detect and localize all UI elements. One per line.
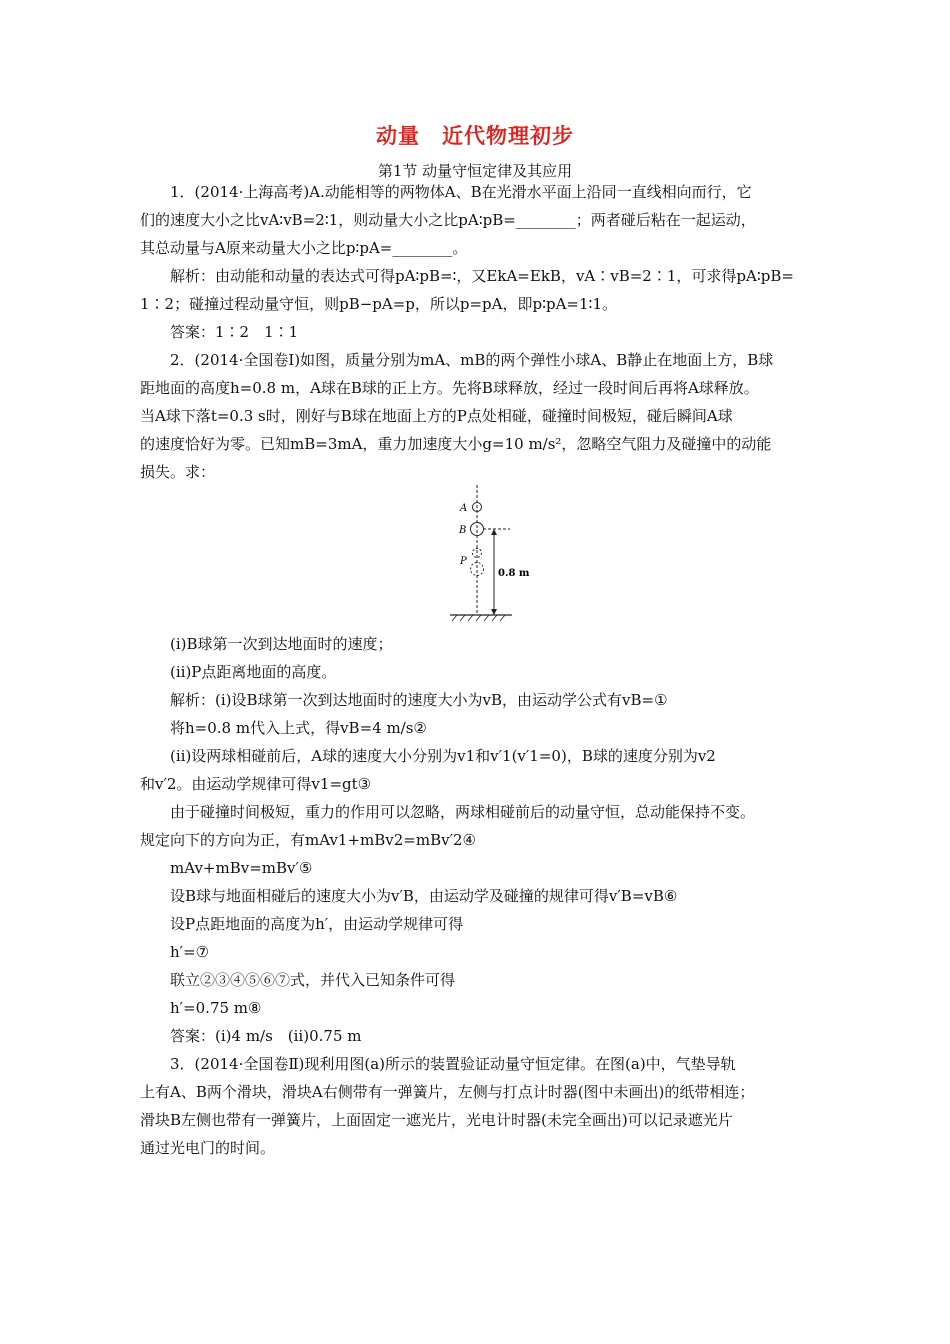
q3-line-1: 3．(2014·全国卷Ⅱ)现利用图(a)所示的装置验证动量守恒定律。在图(a)中，气垫导轨 — [170, 1055, 736, 1073]
q2-analysis-3: (ⅱ)设两球相碰前后，A球的速度大小分别为v1和v′1(v′1=0)，B球的速度分别为v2 — [170, 747, 716, 765]
q2-analysis-9: 设P点距地面的高度为h′，由运动学规律可得 — [170, 915, 464, 933]
q2-subq-2: (ⅱ)P点距离地面的高度。 — [170, 663, 337, 681]
q2-line-1: 2．(2014·全国卷Ⅰ)如图，质量分别为mA、mB的两个弹性小球A、B静止在地面上方，B球 — [170, 351, 774, 369]
q2-line-5: 损失。求： — [140, 463, 216, 481]
q2-line-3: 当A球下落t=0.3 s时，刚好与B球在地面上方的P点处相碰，碰撞时间极短，碰后瞬间A球 — [140, 407, 733, 425]
q3-line-3: 滑块B左侧也带有一弹簧片，上面固定一遮光片，光电计时器(未完全画出)可以记录遮光片 — [140, 1111, 733, 1129]
q2-analysis-2: 将h=0.8 m代入上式，得vB=4 m/s② — [170, 719, 427, 737]
q2-analysis-7: mAv+mBv=mBv′⑤ — [170, 859, 313, 877]
label-b: B — [459, 525, 467, 536]
q1-line-1: 1．(2014·上海高考)A.动能相等的两物体A、B在光滑水平面上沿同一直线相向而行，它 — [170, 183, 752, 201]
q2-analysis-4: 和v′2。由运动学规律可得v1=gt③ — [140, 775, 372, 793]
q1-answer: 答案：1∶2 1∶1 — [170, 323, 299, 341]
q2-answer: 答案：(ⅰ)4 m/s (ⅱ)0.75 m — [170, 1027, 362, 1045]
q2-analysis-10: h′=⑦ — [170, 943, 210, 961]
q1-line-2: 们的速度大小之比vA∶vB=2∶1，则动量大小之比pA∶pB=________；两者碰后粘在一起运动， — [140, 211, 756, 229]
q3-line-4: 通过光电门的时间。 — [140, 1139, 276, 1157]
q2-analysis-1: 解析：(ⅰ)设B球第一次到达地面时的速度大小为vB，由运动学公式有vB=① — [170, 691, 668, 709]
q2-subq-1: (ⅰ)B球第一次到达地面时的速度； — [170, 635, 393, 653]
section-subtitle: 第1节 动量守恒定律及其应用 — [377, 162, 573, 180]
q2-analysis-5: 由于碰撞时间极短，重力的作用可以忽略，两球相碰前后的动量守恒，总动能保持不变。 — [170, 803, 756, 821]
q2-line-4: 的速度恰好为零。已知mB=3mA，重力加速度大小g=10 m/s²，忽略空气阻力及碰撞中的动能 — [140, 435, 772, 453]
q2-analysis-8: 设B球与地面相碰后的速度大小为v′B，由运动学及碰撞的规律可得v′B=vB⑥ — [170, 887, 678, 905]
label-p: P — [460, 556, 467, 567]
q2-analysis-6: 规定向下的方向为正，有mAv1+mBv2=mBv′2④ — [140, 831, 476, 849]
q2-analysis-11: 联立②③④⑤⑥⑦式，并代入已知条件可得 — [170, 971, 456, 989]
q3-line-2: 上有A、B两个滑块，滑块A右侧带有一弹簧片，左侧与打点计时器(图中未画出)的纸带相连； — [140, 1083, 755, 1101]
q2-line-2: 距地面的高度h=0.8 m，A球在B球的正上方。先将B球释放，经过一段时间后再将A球释放。 — [140, 379, 759, 397]
q1-analysis-2: 1∶2；碰撞过程动量守恒，则pB−pA=p，所以p=pA，即p∶pA=1∶1。 — [140, 295, 617, 313]
label-a: A — [460, 503, 468, 514]
chapter-title: 动量 近代物理初步 — [376, 124, 574, 148]
q1-line-3: 其总动量与A原来动量大小之比p∶pA=________。 — [140, 239, 468, 257]
q2-analysis-12: h′=0.75 m⑧ — [170, 999, 262, 1017]
ball-drop-figure — [440, 485, 540, 625]
q1-analysis-1: 解析：由动能和动量的表达式可得pA∶pB=∶，又EkA=EkB，vA∶vB=2∶1，可求得pA∶pB= — [170, 267, 794, 285]
height-label: 0.8 m — [498, 568, 530, 579]
